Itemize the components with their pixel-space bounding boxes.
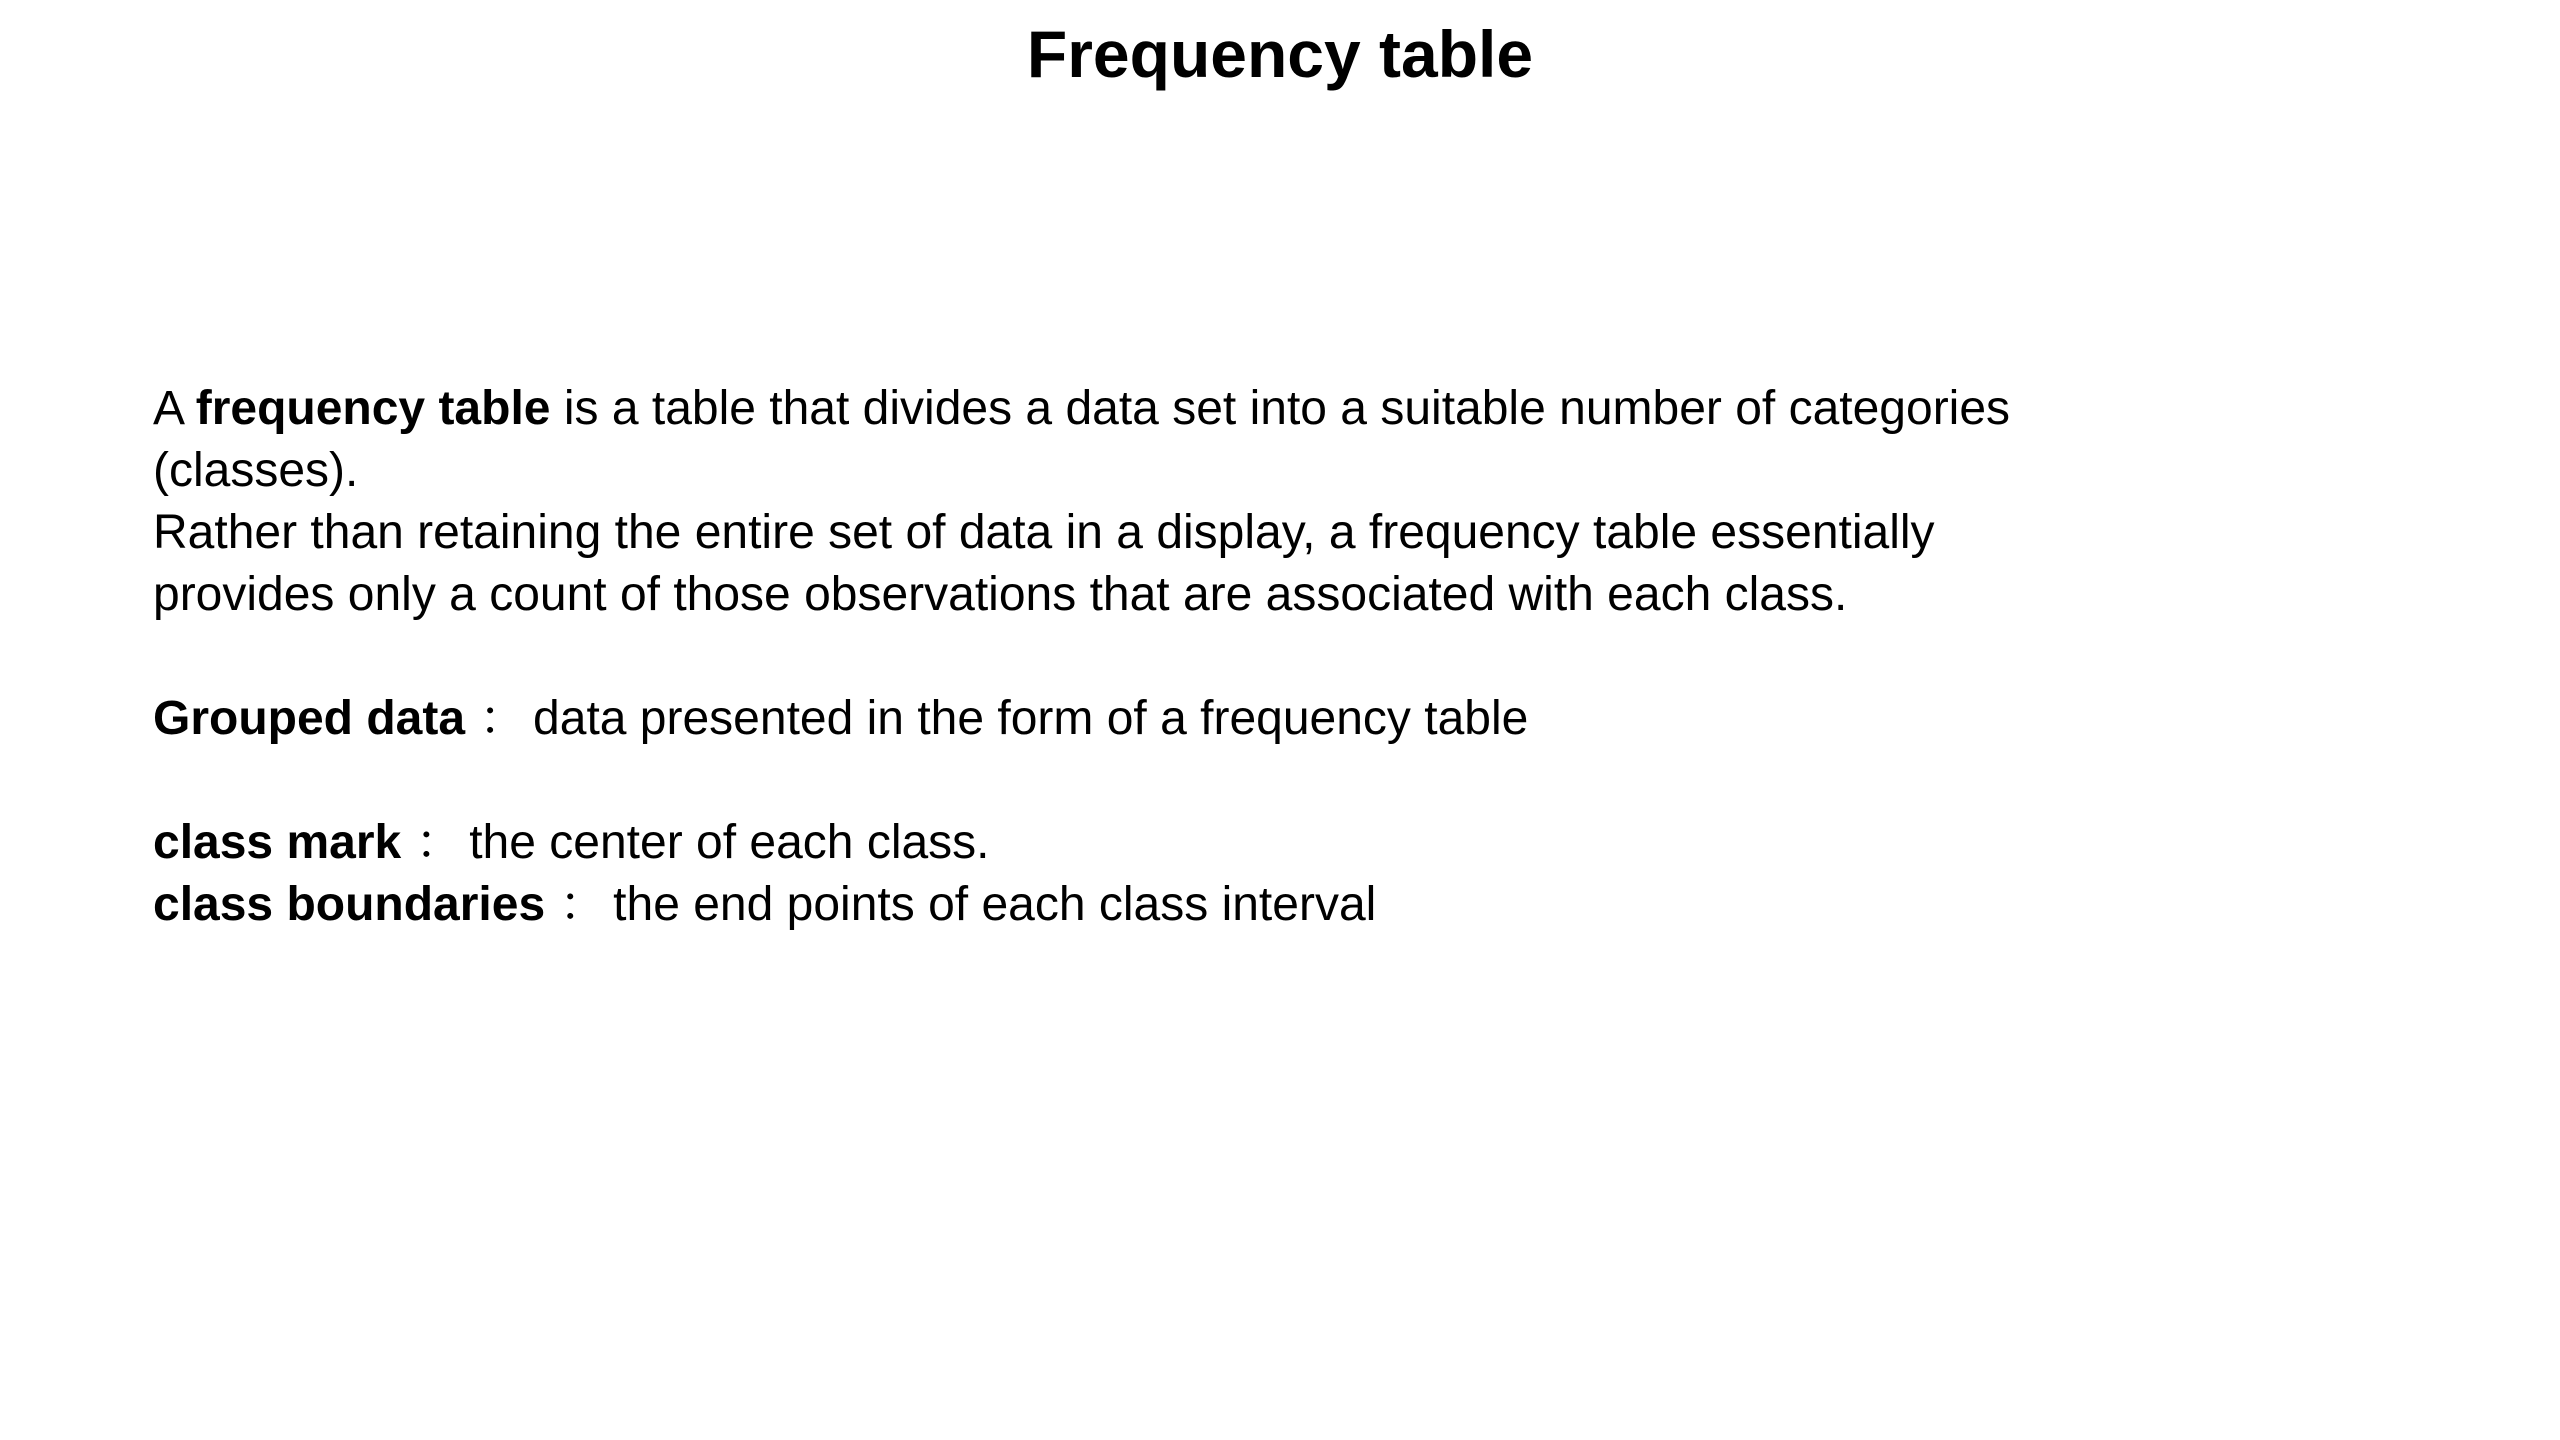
definition-grouped-data xyxy=(153,688,2153,750)
definition-class-mark xyxy=(153,812,2153,874)
definition-term: Grouped data xyxy=(153,692,466,745)
slide-body xyxy=(153,378,2153,936)
intro-term: frequency table xyxy=(195,382,551,435)
definition-text: data presented in the form of a frequency table xyxy=(533,692,1529,745)
definition-term: class mark xyxy=(153,816,402,869)
intro-line-3: Rather than retaining the entire set of data in a display, a frequency table essentially xyxy=(153,506,1935,559)
definition-class-boundaries xyxy=(153,874,2153,936)
spacer xyxy=(153,750,2153,812)
definition-separator: ： xyxy=(415,816,464,869)
intro-line-1-rest: is a table that divides a data set into a suitable number of categories xyxy=(550,382,2011,435)
slide-title: Frequency table xyxy=(1026,17,1534,91)
spacer xyxy=(153,626,2153,688)
definition-separator: ： xyxy=(559,878,608,931)
definition-separator: ： xyxy=(479,692,528,745)
definition-term: class boundaries xyxy=(153,878,546,931)
intro-line-2: (classes). xyxy=(153,444,359,497)
intro-line-4: provides only a count of those observations that are associated with each class. xyxy=(153,568,1848,621)
intro-line-1 xyxy=(153,378,2153,440)
intro-prefix: A xyxy=(153,382,196,435)
definition-text: the end points of each class interval xyxy=(613,878,1377,931)
definition-text: the center of each class. xyxy=(469,816,990,869)
